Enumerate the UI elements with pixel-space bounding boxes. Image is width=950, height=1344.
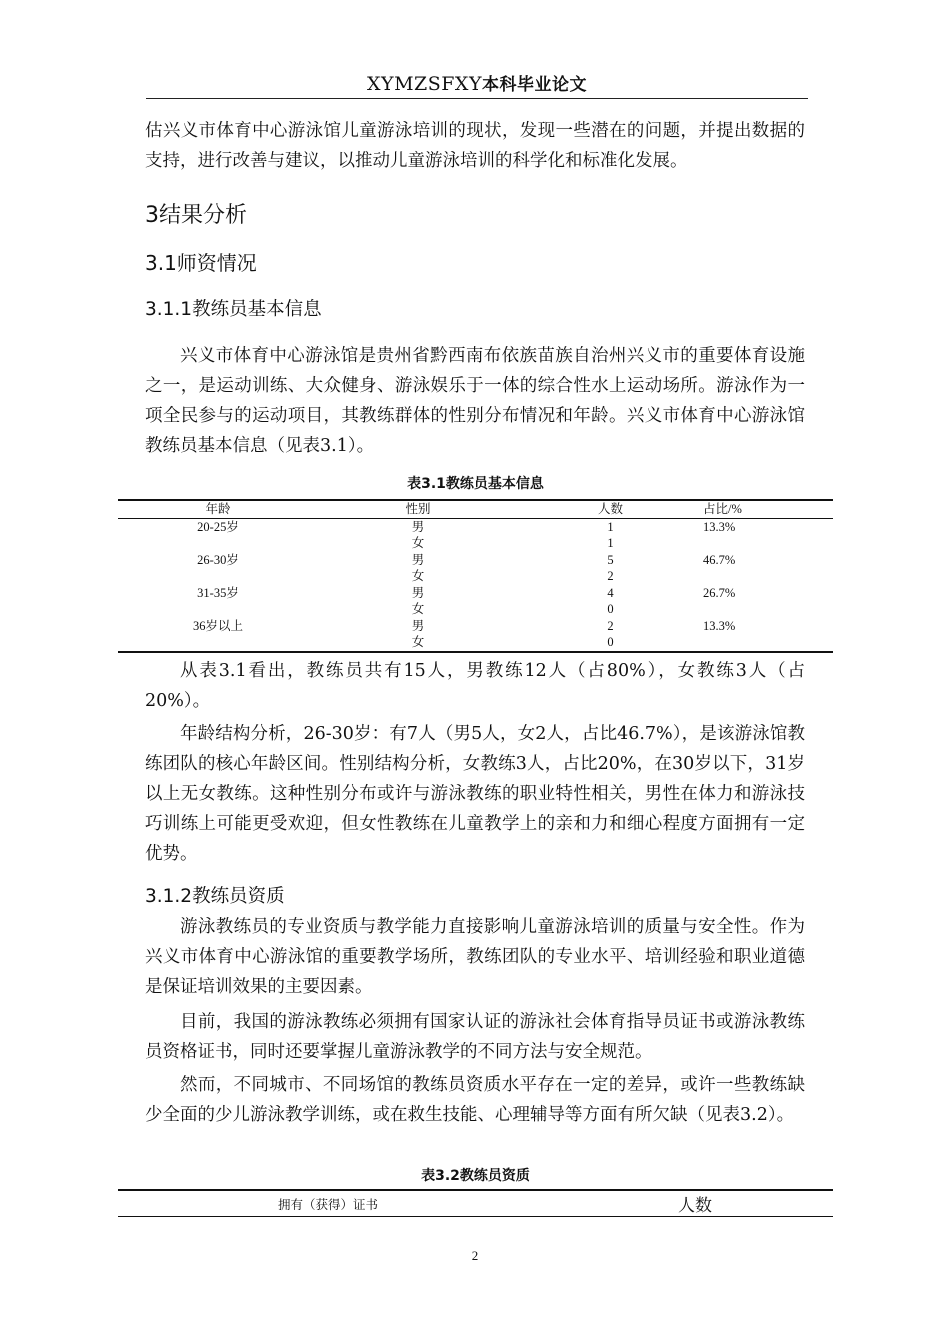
cell-age: 26-30岁 (197, 552, 239, 567)
cell-count: 0 (607, 635, 614, 650)
cell-sex: 女 (411, 536, 425, 551)
col-header-certificate: 拥有（获得）证书 (278, 1197, 379, 1212)
table-row (118, 601, 833, 618)
table-3-1 (118, 499, 833, 653)
cell-count: 2 (607, 569, 614, 584)
cell-percent: 46.7% (703, 552, 736, 567)
cell-percent: 13.3% (703, 618, 736, 633)
intro-paragraph: 估兴义市体育中心游泳馆儿童游泳培训的现状，发现一些潜在的问题，并提出数据的支持，进行改善与建议，以推动儿童游泳培训的科学化和标准化发展。 (145, 121, 805, 171)
col-header-count: 人数 (597, 502, 623, 517)
cell-sex: 男 (411, 585, 425, 600)
cell-percent: 13.3% (703, 519, 736, 534)
table-row (118, 518, 833, 535)
cell-sex: 女 (411, 569, 425, 584)
cell-percent (703, 634, 833, 652)
cell-age (118, 634, 318, 652)
table-header-row (118, 1190, 833, 1217)
header-title-latin: XYMZSFXY (367, 73, 482, 95)
cell-age (118, 601, 318, 618)
cell-sex: 女 (411, 635, 425, 650)
section-3-1-heading: 3.1师资情况 (145, 251, 257, 275)
cell-count: 1 (607, 519, 614, 534)
cell-percent (703, 535, 833, 552)
cell-sex: 男 (411, 519, 425, 534)
page-number: 2 (471, 1248, 479, 1263)
cell-sex: 女 (411, 602, 425, 617)
table-row (118, 535, 833, 552)
table-3-2 (118, 1189, 833, 1217)
cell-count: 1 (607, 536, 614, 551)
section-3-1-2-heading: 3.1.2教练员资质 (145, 886, 285, 907)
cell-age: 31-35岁 (197, 585, 239, 600)
cell-age: 20-25岁 (197, 519, 239, 534)
table-3-2-caption: 表3.2教练员资质 (421, 1168, 530, 1184)
cell-count: 2 (607, 618, 614, 633)
header-title-cn: 本科毕业论文 (482, 75, 587, 95)
section-3-1-1-paragraph: 兴义市体育中心游泳馆是贵州省黔西南布依族苗族自治州兴义市的重要体育设施之一，是运动训练、大众健身、游泳娱乐于一体的综合性水上运动场所。游泳作为一项全民参与的运动项目，其教练群体的性别分布情况和年龄。兴义市体育中心游泳馆教练员基本信息（见表3.1）。 (145, 346, 805, 456)
cell-percent: 26.7% (703, 585, 736, 600)
cell-age: 36岁以上 (192, 618, 243, 633)
cell-count: 4 (607, 585, 614, 600)
cell-sex: 男 (411, 618, 425, 633)
col-header-sex: 性别 (405, 502, 431, 517)
table-row (118, 618, 833, 635)
page-header (146, 64, 808, 99)
table-row (118, 568, 833, 585)
col-header-age: 年龄 (205, 502, 231, 517)
cell-percent (703, 601, 833, 618)
qualification-paragraph-2: 目前，我国的游泳教练必须拥有国家认证的游泳社会体育指导员证书或游泳教练员资格证书，同时还要掌握儿童游泳教学的不同方法与安全规范。 (145, 1012, 805, 1062)
section-3-heading: 3结果分析 (145, 203, 247, 228)
section-3-1-1-heading: 3.1.1教练员基本信息 (145, 299, 322, 320)
analysis-paragraph-2: 年龄结构分析，26-30岁：有7人（男5人，女2人，占比46.7%），是该游泳馆教练团队的核心年龄区间。性别结构分析，女教练3人，占比20%，在30岁以下，31岁以上无女教练。这种性别分布或许与游泳教练的职业特性相关，男性在体力和游泳技巧训练上可能更受欢迎，但女性教练在儿童教学上的亲和力和细心程度方面拥有一定优势。 (145, 724, 805, 864)
cell-age (118, 535, 318, 552)
table-row (118, 585, 833, 602)
cell-percent (703, 568, 833, 585)
table-row (118, 634, 833, 652)
table-row (118, 552, 833, 569)
analysis-paragraph-1: 从表3.1看出，教练员共有15人，男教练12人（占80%），女教练3人（占20%）。 (145, 661, 805, 711)
cell-count: 5 (607, 552, 614, 567)
cell-sex: 男 (411, 552, 425, 567)
col-header-count: 人数 (678, 1196, 712, 1215)
qualification-paragraph-3: 然而，不同城市、不同场馆的教练员资质水平存在一定的差异，或许一些教练缺少全面的少儿游泳教学训练，或在救生技能、心理辅导等方面有所欠缺（见表3.2）。 (145, 1075, 805, 1125)
cell-count: 0 (607, 602, 614, 617)
table-3-1-caption: 表3.1教练员基本信息 (407, 476, 544, 492)
qualification-paragraph-1: 游泳教练员的专业资质与教学能力直接影响儿童游泳培训的质量与安全性。作为兴义市体育中心游泳馆的重要教学场所，教练团队的专业水平、培训经验和职业道德是保证培训效果的主要因素。 (145, 917, 805, 997)
table-header-row (118, 500, 833, 518)
col-header-percent: 占比/% (703, 502, 742, 517)
cell-age (118, 568, 318, 585)
